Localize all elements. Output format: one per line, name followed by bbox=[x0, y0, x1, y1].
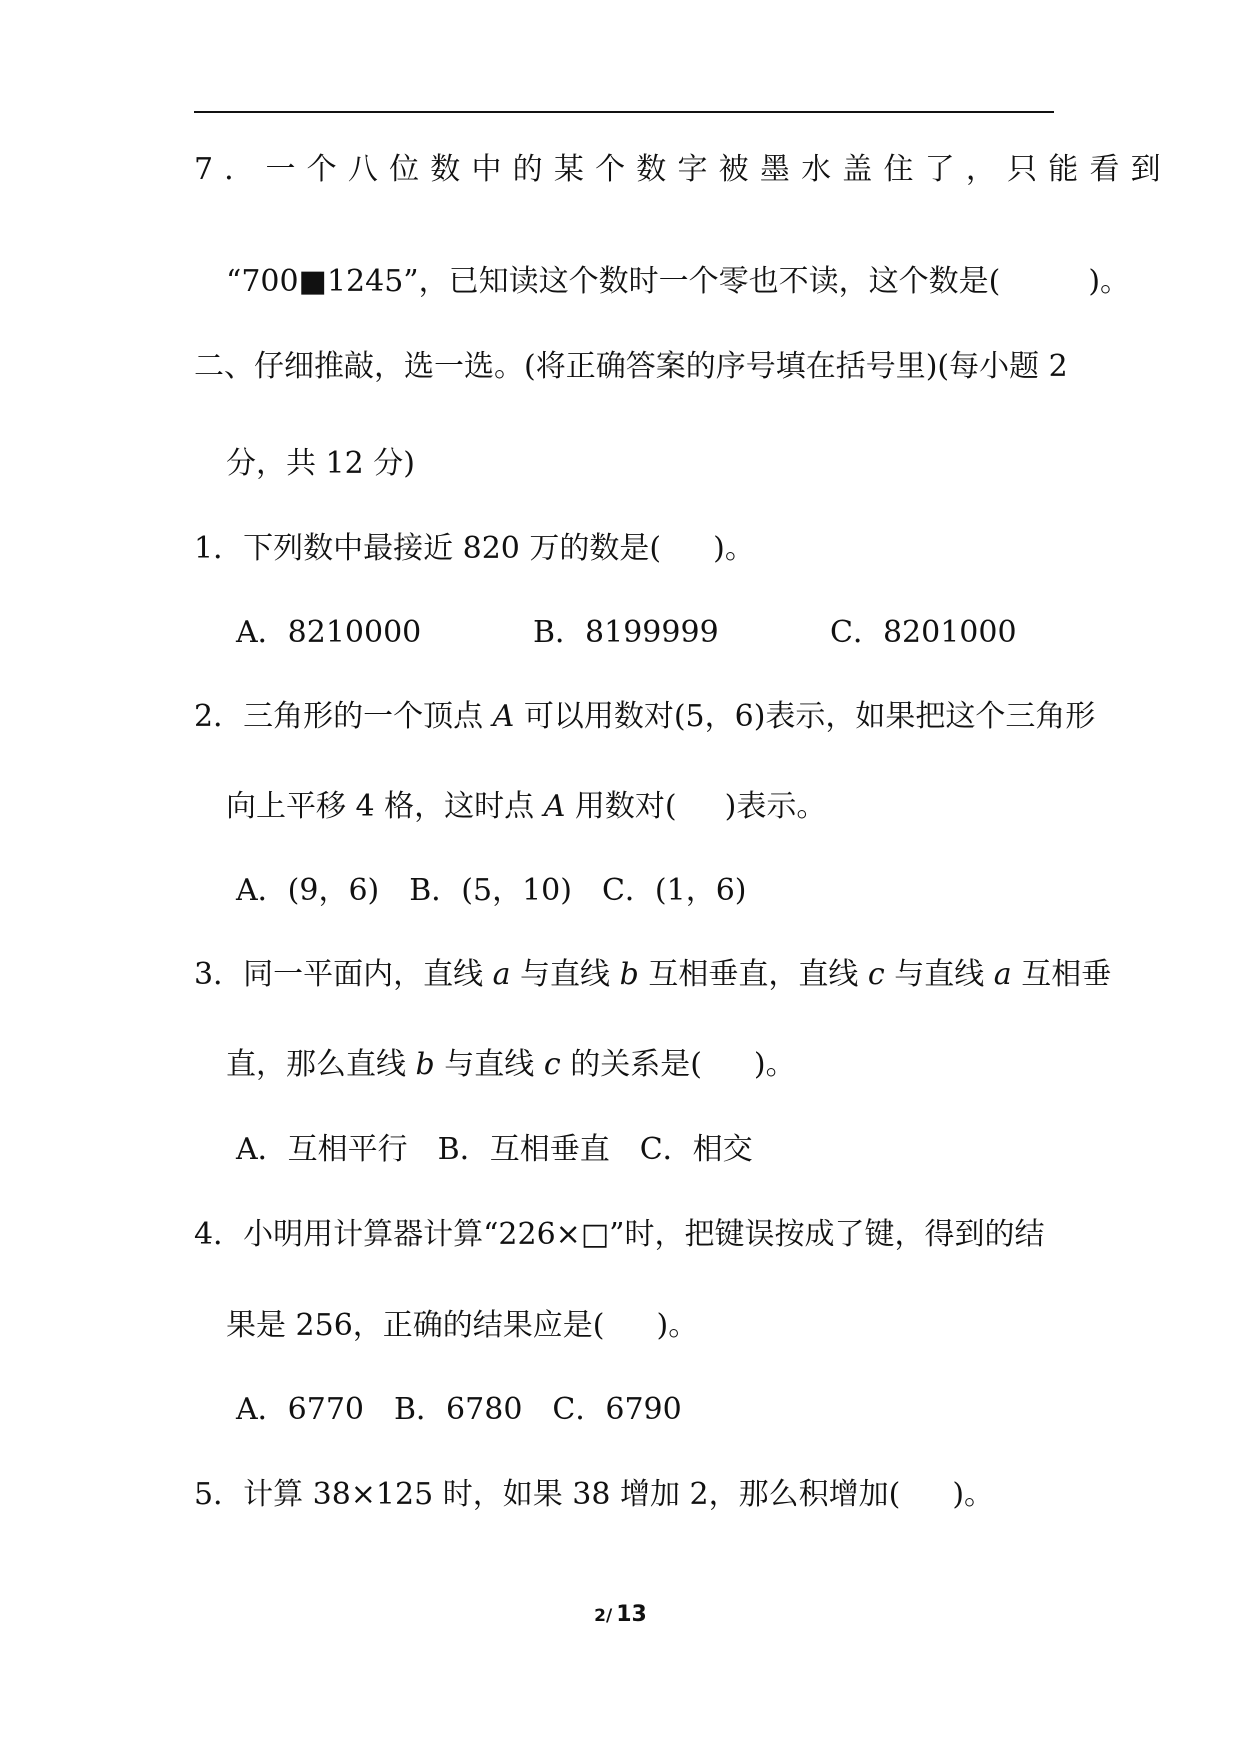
q7-line2 bbox=[226, 262, 1130, 302]
q4-options[interactable]: A．6770 B．6780 C．6790 bbox=[236, 1392, 682, 1427]
q1-stem-end: )。 bbox=[713, 531, 755, 566]
q5-stem-text: 5．计算 38×125 时，如果 38 增加 2，那么积增加( bbox=[194, 1477, 901, 1512]
q2-line1 bbox=[194, 697, 1095, 737]
page-number-total: 13 bbox=[616, 1602, 647, 1627]
q3-text-p2: 与直线 bbox=[510, 957, 620, 992]
q4-line1 bbox=[194, 1215, 1045, 1255]
q1-option-a[interactable]: A．8210000 bbox=[236, 615, 422, 650]
q3-var-b-2: b bbox=[415, 1047, 435, 1082]
q2-text-1b: 可以用数对(5，6)表示，如果把这个三角形 bbox=[514, 699, 1096, 734]
q3-text-l2p1: 直，那么直线 bbox=[226, 1047, 416, 1082]
q1-option-b[interactable]: B．8199999 bbox=[533, 615, 719, 650]
q3-text-p1: 3．同一平面内，直线 bbox=[194, 957, 493, 992]
q2-line2 bbox=[226, 787, 826, 827]
q7-text-line1: 7．一个八位数中的某个数字被墨水盖住了，只能看到 bbox=[194, 152, 1172, 187]
section2-heading-line1 bbox=[194, 347, 1068, 387]
q5-stem bbox=[194, 1475, 994, 1515]
q3-var-a: a bbox=[492, 957, 511, 992]
q2-var-a-2: A bbox=[543, 789, 566, 824]
q4-text-line1: 4．小明用计算器计算“226×□”时，把键误按成了键，得到的结 bbox=[194, 1217, 1045, 1252]
q5-stem-end: )。 bbox=[952, 1477, 995, 1512]
q1-option-c[interactable]: C．8201000 bbox=[830, 615, 1017, 650]
page-number-current: 2/ bbox=[594, 1606, 613, 1626]
q4-text-line2: 果是 256，正确的结果应是( bbox=[226, 1308, 605, 1343]
header-rule bbox=[194, 111, 1054, 113]
q3-text-l2p2: 与直线 bbox=[434, 1047, 544, 1082]
q3-text-p4: 与直线 bbox=[884, 957, 994, 992]
page-number bbox=[0, 1602, 1241, 1627]
q3-text-p5: 互相垂 bbox=[1011, 957, 1112, 992]
q2-var-a: A bbox=[492, 699, 515, 734]
q4-line2 bbox=[226, 1306, 698, 1346]
q3-var-a-2: a bbox=[993, 957, 1012, 992]
q3-line2 bbox=[226, 1045, 796, 1085]
q7-line1 bbox=[194, 150, 1172, 190]
q3-options[interactable]: A．互相平行 B．互相垂直 C．相交 bbox=[236, 1132, 753, 1167]
q2-options[interactable]: A．(9，6) B．(5，10) C．(1，6) bbox=[236, 873, 747, 908]
q1-stem bbox=[194, 529, 755, 569]
section2-heading-line2 bbox=[226, 444, 415, 484]
q7-text-line2: “700■1245”，已知读这个数时一个零也不读，这个数是( bbox=[226, 264, 1001, 299]
q2-text-1a: 2．三角形的一个顶点 bbox=[194, 699, 493, 734]
q4-text-line2-end: )。 bbox=[656, 1308, 699, 1343]
q3-text-l2end: )。 bbox=[753, 1047, 796, 1082]
section2-heading-text2: 分，共 12 分) bbox=[226, 446, 415, 481]
q3-var-c-2: c bbox=[543, 1047, 561, 1082]
q3-text-p3: 互相垂直，直线 bbox=[638, 957, 868, 992]
q3-line1 bbox=[194, 955, 1111, 995]
section2-heading-text1: 二、仔细推敲，选一选。(将正确答案的序号填在括号里)(每小题 2 bbox=[194, 349, 1068, 384]
q3-var-b: b bbox=[619, 957, 639, 992]
q3-text-l2p3: 的关系是( bbox=[560, 1047, 702, 1082]
q2-text-2a: 向上平移 4 格，这时点 bbox=[226, 789, 544, 824]
q3-var-c: c bbox=[867, 957, 885, 992]
q1-stem-text: 1．下列数中最接近 820 万的数是( bbox=[194, 531, 662, 566]
q7-text-line2-end: )。 bbox=[1088, 264, 1131, 299]
q2-text-2b: 用数对( bbox=[565, 789, 677, 824]
q2-text-2end: )表示。 bbox=[724, 789, 827, 824]
